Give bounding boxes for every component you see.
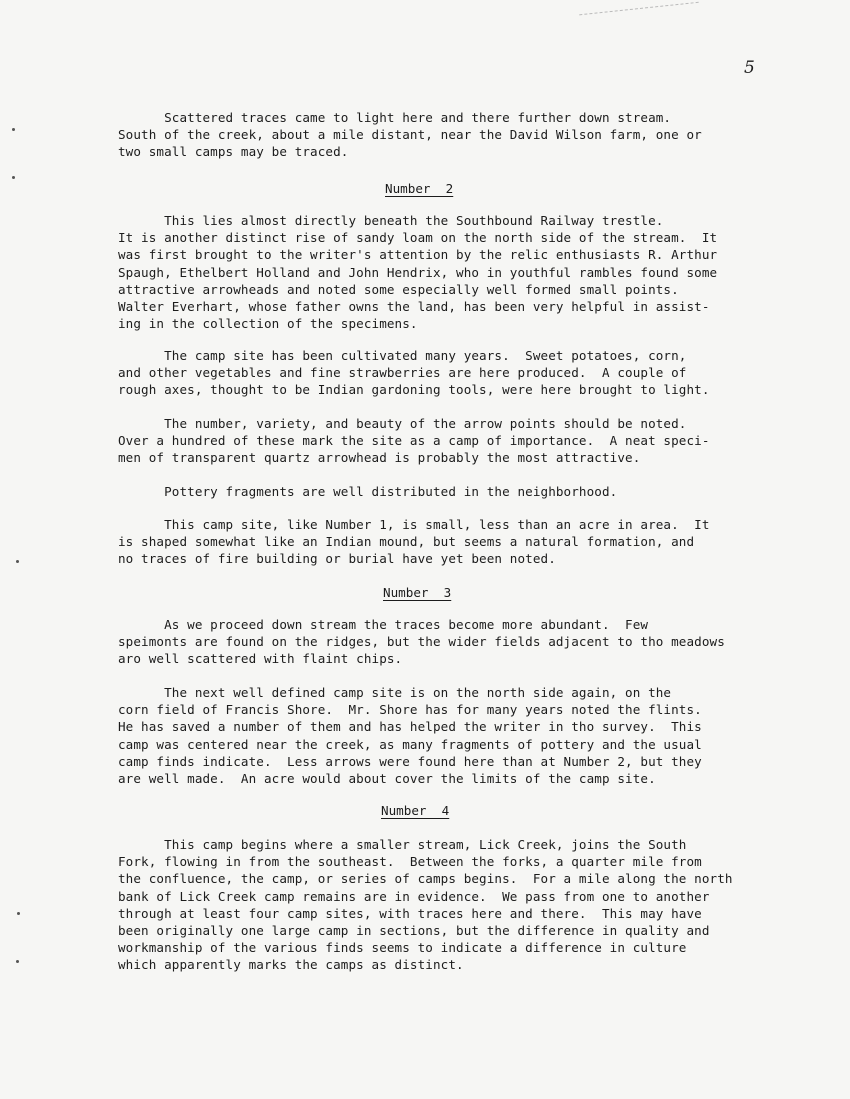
paragraph-traces-abundant: As we proceed down stream the traces become more abundant. Few speimonts are found on the ridges, but the wider fields adjacent to tho meadows aro well scattered with flaint chips. [118,617,725,667]
paragraph-arrow-points: The number, variety, and beauty of the arrow points should be noted. Over a hundred of these mark the site as a camp of importance. A neat speci- men of transparent quartz arrowhead is probably the most attractive. [118,416,710,466]
paragraph-number-2-intro: This lies almost directly beneath the Southbound Railway trestle. It is another distinct rise of sandy loam on the north side of the stream. It was first brought to the writer's attention by the relic enthusiasts R. Arthur Spaugh, Ethelbert Holland and John Hendrix, who in youthful rambles found some attractive arrowheads and noted some especially well formed small points. Walter Everhart, whose father owns the land, has been very helpful in assist- ing in the collection of the specimens. [118,213,718,332]
paragraph-camp-cultivated: The camp site has been cultivated many years. Sweet potatoes, corn, and other vegetables and fine strawberries are here produced. A couple of rough axes, thought to be Indian gardoning tools, were here brought to light. [118,348,710,398]
paragraph-scattered-traces: Scattered traces came to light here and there further down stream. South of the creek, about a mile distant, near the David Wilson farm, one or two small camps may be traced. [118,110,702,160]
heading-number-2: Number 2 [385,181,454,196]
heading-number-3: Number 3 [383,585,452,600]
page-number: 5 [744,58,755,78]
margin-speck [12,176,15,179]
margin-speck [12,128,15,131]
paragraph-pottery: Pottery fragments are well distributed in the neighborhood. [118,484,618,499]
margin-speck [17,912,20,915]
scan-artifact-mark [579,2,701,35]
margin-speck [16,960,19,963]
heading-number-4: Number 4 [381,803,450,818]
paragraph-lick-creek: This camp begins where a smaller stream, Lick Creek, joins the South Fork, flowing in from the southeast. Between the forks, a quarter mile from the confluence, the camp, or series of camps begins. For a mile along the north bank of Lick Creek camp remains are in evidence. We pass from one to another through at least four camp sites, with traces here and there. This may have been originally one large camp in sections, but the difference in quality and workmanship of the various finds seems to indicate a difference in culture which apparently marks the camps as distinct. [118,837,733,973]
margin-speck [16,560,19,563]
paragraph-camp-size: This camp site, like Number 1, is small, less than an acre in area. It is shaped somewhat like an Indian mound, but seems a natural formation, and no traces of fire building or burial have yet been noted. [118,517,710,567]
paragraph-francis-shore: The next well defined camp site is on the north side again, on the corn field of Francis Shore. Mr. Shore has for many years noted the flints. He has saved a number of them and has helped the writer in tho survey. This camp was centered near the creek, as many fragments of pottery and the usual camp finds indicate. Less arrows were found here than at Number 2, but they are well made. An acre would about cover the limits of the camp site. [118,685,702,787]
